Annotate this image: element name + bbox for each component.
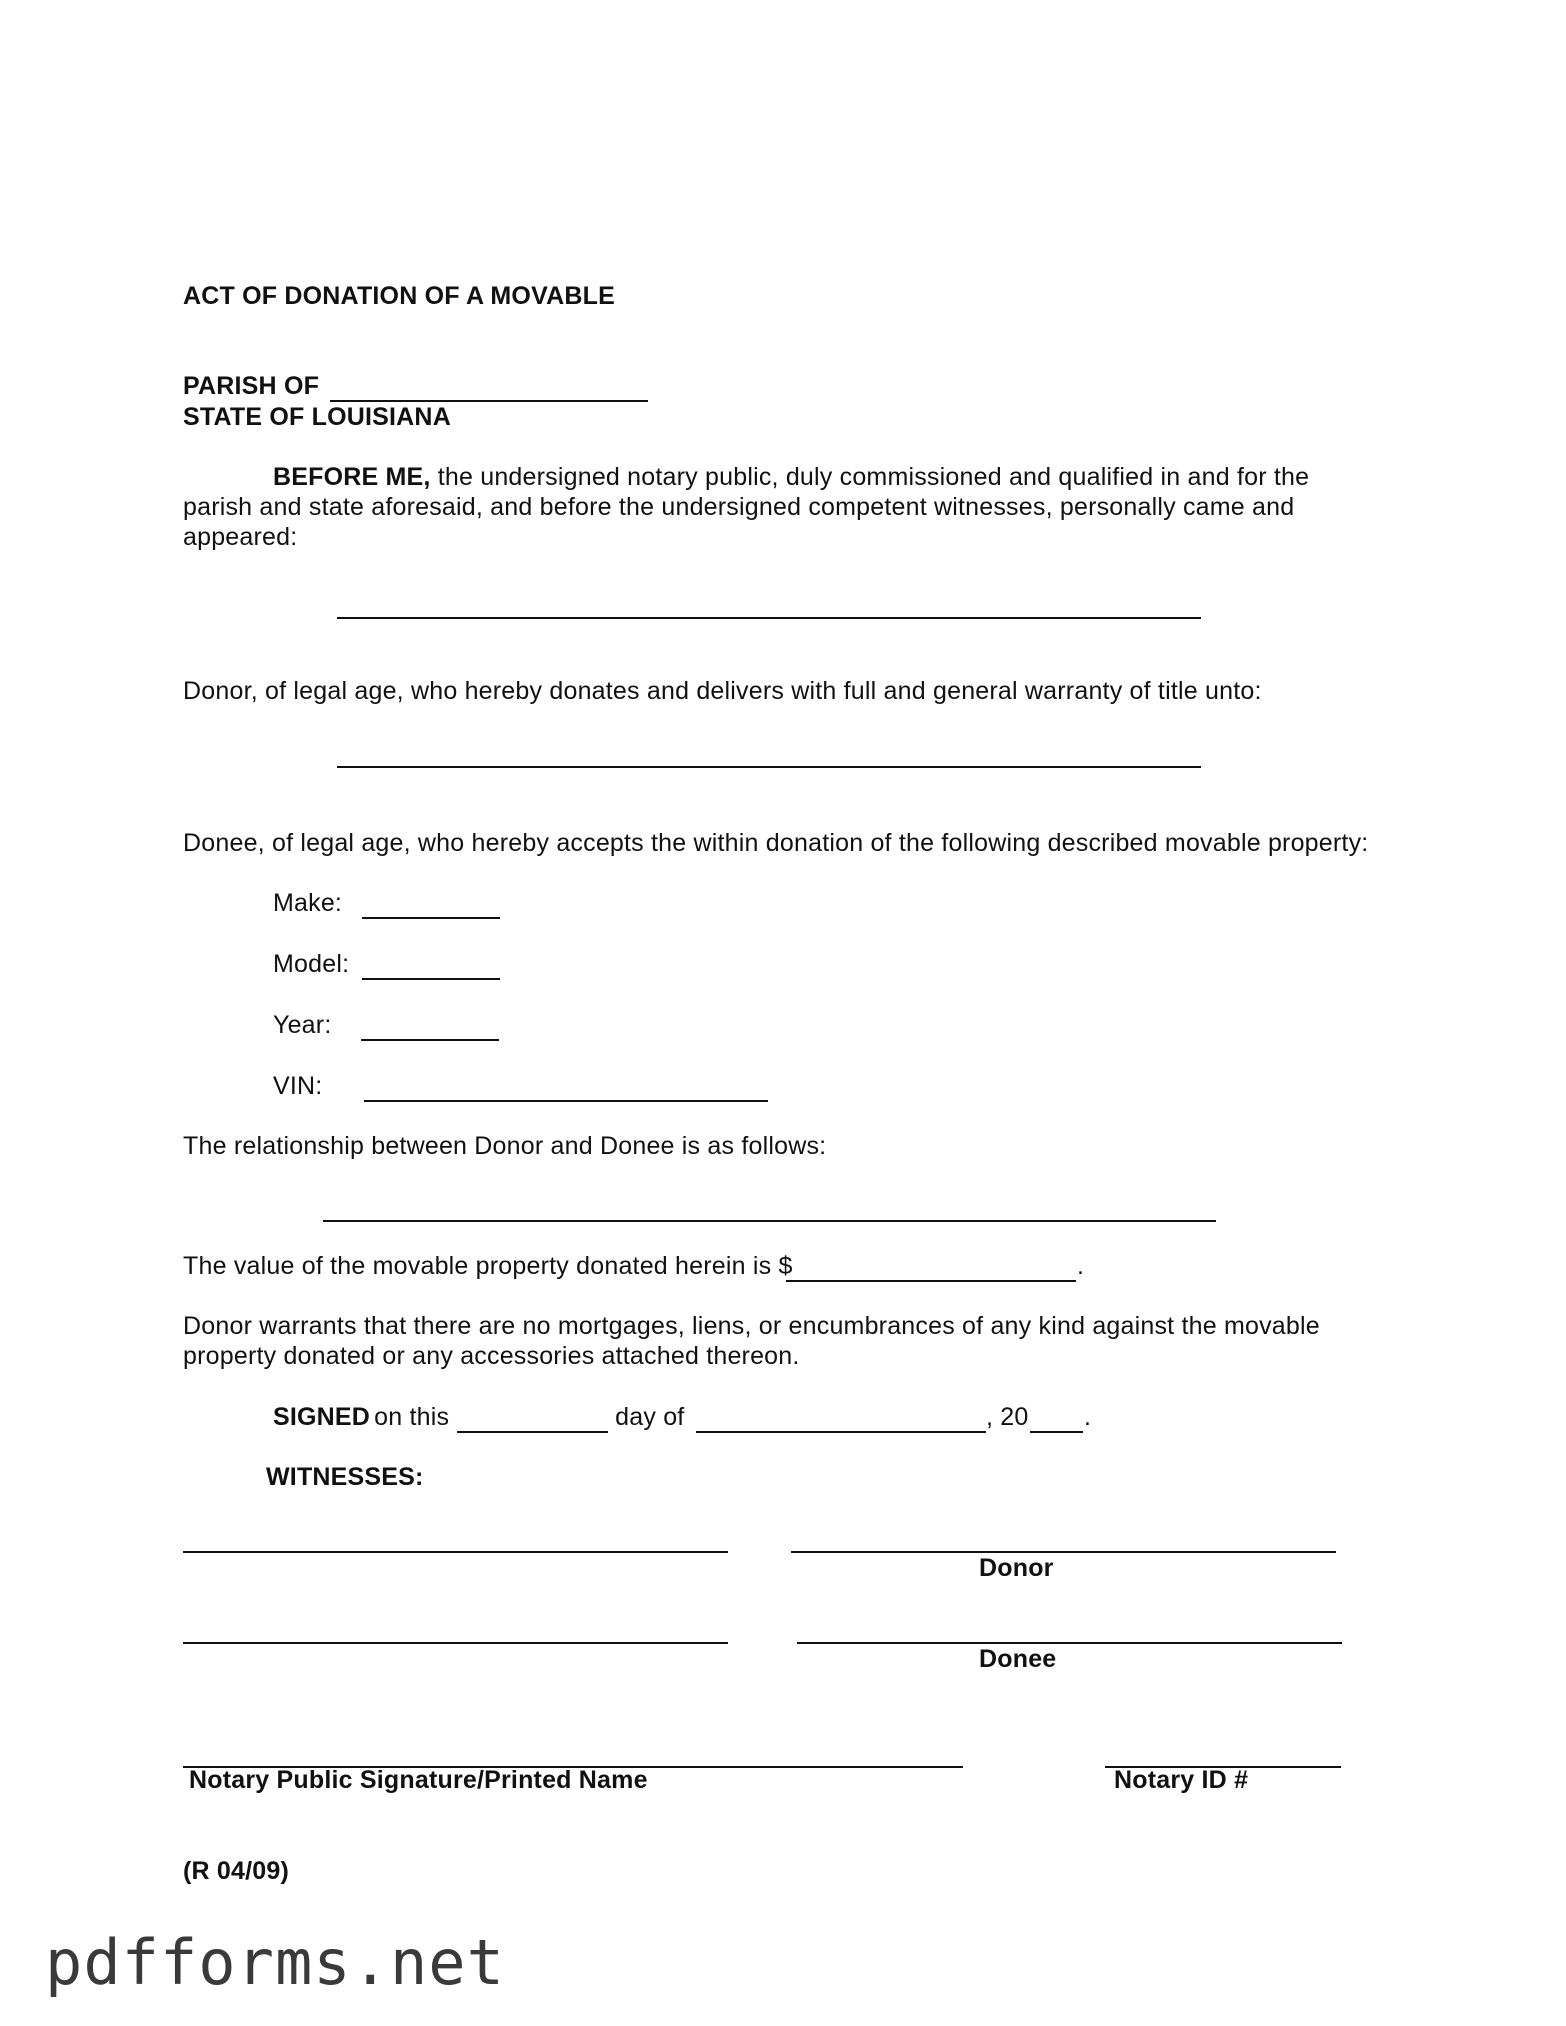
donor-signature-label: Donor (979, 1554, 1054, 1582)
witness-2-signature-field[interactable] (183, 1642, 728, 1644)
watermark-text: pdfforms.net (45, 1926, 505, 1999)
relationship-field[interactable] (323, 1220, 1216, 1222)
signed-day-field[interactable] (457, 1431, 608, 1433)
signed-year-prefix: , 20 (986, 1403, 1029, 1431)
model-label: Model: (273, 950, 350, 978)
donee-name-field[interactable] (337, 766, 1201, 768)
signed-end: . (1084, 1403, 1092, 1431)
notary-id-label: Notary ID # (1114, 1766, 1249, 1794)
document-title: ACT OF DONATION OF A MOVABLE (183, 282, 615, 310)
witnesses-label: WITNESSES: (266, 1463, 424, 1491)
intro-text: the undersigned notary public, duly commissioned and qualified in and for the parish and state aforesaid, and before the undersigned competent witnesses, personally came and appeared: (183, 463, 1310, 551)
signed-lead: SIGNED (273, 1403, 371, 1431)
donee-clause: Donee, of legal age, who hereby accepts the within donation of the following described movable property: (183, 829, 1369, 857)
signed-month-field[interactable] (696, 1431, 986, 1433)
witness-1-signature-field[interactable] (183, 1551, 728, 1553)
model-field[interactable] (362, 978, 500, 980)
donee-signature-field[interactable] (797, 1642, 1342, 1644)
intro-paragraph (183, 462, 1353, 552)
warranty-text: Donor warrants that there are no mortgages, liens, or encumbrances of any kind against the movable property donated or any accessories attached thereon. (183, 1312, 1320, 1370)
year-label: Year: (273, 1011, 332, 1039)
year-field[interactable] (361, 1039, 499, 1041)
vin-field[interactable] (364, 1100, 768, 1102)
relationship-text: The relationship between Donor and Donee is as follows: (183, 1132, 827, 1160)
donor-clause: Donor, of legal age, who hereby donates and delivers with full and general warranty of title unto: (183, 677, 1262, 705)
make-field[interactable] (362, 917, 500, 919)
parish-label: PARISH OF (183, 372, 320, 400)
donor-signature-field[interactable] (791, 1551, 1336, 1553)
signed-year-field[interactable] (1030, 1431, 1083, 1433)
value-text-prefix: The value of the movable property donated herein is $ (183, 1252, 793, 1280)
signed-day-of: day of (608, 1403, 692, 1431)
value-field[interactable] (786, 1280, 1076, 1282)
state-line: STATE OF LOUISIANA (183, 403, 451, 431)
before-me-lead: BEFORE ME, (273, 463, 431, 491)
vin-label: VIN: (273, 1072, 323, 1100)
donee-signature-label: Donee (979, 1645, 1057, 1673)
revision-code: (R 04/09) (183, 1857, 290, 1885)
notary-signature-label: Notary Public Signature/Printed Name (189, 1766, 648, 1794)
make-label: Make: (273, 889, 343, 917)
signed-on-this: on this (367, 1403, 457, 1431)
donor-name-field[interactable] (337, 617, 1201, 619)
value-text-suffix: . (1077, 1252, 1085, 1280)
